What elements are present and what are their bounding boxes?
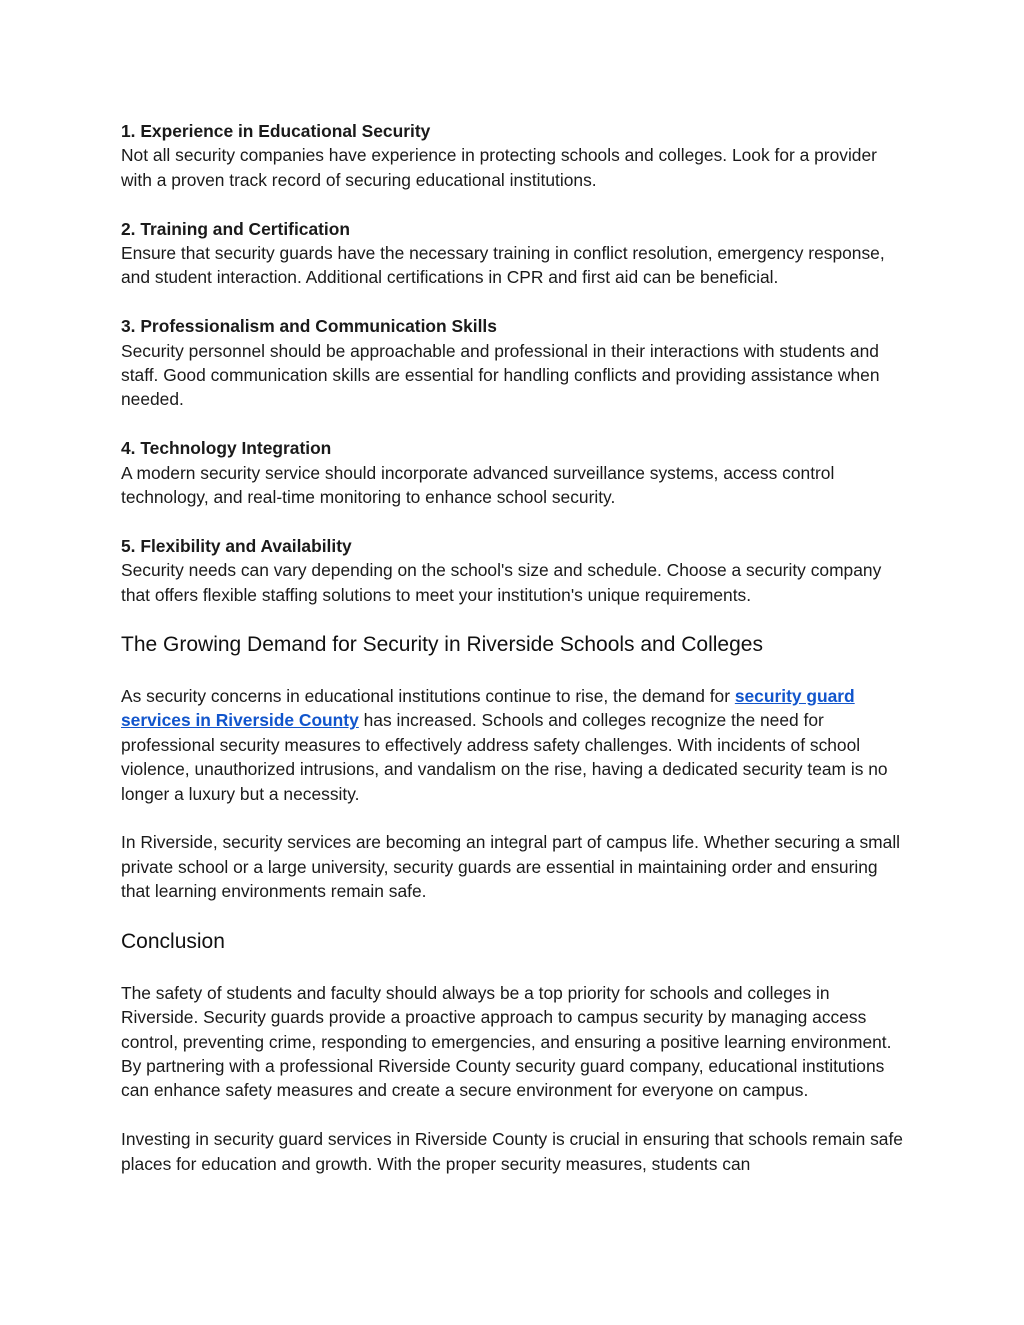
section-heading-conclusion: Conclusion (121, 929, 225, 953)
document-page (121, 119, 911, 1200)
conclusion-paragraph-2: Investing in security guard services in Riverside County is crucial in ensuring that schools remain safe places for education and growth. With the proper security measures, students can (121, 1129, 903, 1174)
item-body: Security personnel should be approachable and professional in their interactions with students and staff. Good communication skills are essential for handling conflicts and providing assistance when needed. (121, 340, 880, 410)
item-body: A modern security service should incorporate advanced surveillance systems, access control technology, and real-time monitoring to enhance school security. (121, 462, 835, 508)
section-heading-demand: The Growing Demand for Security in Riverside Schools and Colleges (121, 633, 763, 657)
item-body: Not all security companies have experience in protecting schools and colleges. Look for a provider with a proven track record of securing educational institutions. (121, 145, 877, 190)
list-item-flexibility (121, 534, 911, 607)
item-title: 2. Training and Certification (121, 218, 351, 239)
demand-paragraph-2: In Riverside, security services are becoming an integral part of campus life. Whether securing a small private school or a large university, security guards are essential in maintaining order and ensuring that learning environments remain safe. (121, 832, 901, 902)
item-title: 5. Flexibility and Availability (121, 535, 352, 556)
item-title: 1. Experience in Educational Security (121, 121, 431, 141)
list-item-training (121, 217, 911, 290)
item-body: Security needs can vary depending on the school's size and schedule. Choose a security company that offers flexible staffing solutions to meet your institution's unique requirements. (121, 560, 882, 605)
paragraph-text: As security concerns in educational institutions continue to rise, the demand for (121, 686, 735, 707)
list-item-technology (121, 436, 911, 509)
list-item-professionalism (121, 314, 911, 412)
item-title: 3. Professionalism and Communication Skills (121, 316, 497, 337)
item-body: Ensure that security guards have the necessary training in conflict resolution, emergency response, and student interaction. Additional certifications in CPR and first aid can be beneficial. (121, 243, 885, 288)
conclusion-paragraph-1: The safety of students and faculty should always be a top priority for schools and colleges in Riverside. Security guards provide a proactive approach to campus security by managing access control, preventing crime, responding to emergencies, and ensuring a positive learning environment. By partnering with a professional Riverside County security guard company, educational institutions can enhance safety measures and create a secure environment for everyone on campus. (121, 982, 892, 1101)
demand-paragraph-1 (121, 684, 911, 806)
item-title: 4. Technology Integration (121, 438, 332, 459)
list-item-experience (121, 119, 911, 192)
security-guard-services-link[interactable]: security guard services in Riverside County (121, 686, 855, 731)
paragraph-text: has increased. Schools and colleges recognize the need for professional security measures to effectively address safety challenges. With incidents of school violence, unauthorized intrusions, and vandalism on the rise, having a dedicated security team is no longer a luxury but a necessity. (121, 710, 888, 804)
